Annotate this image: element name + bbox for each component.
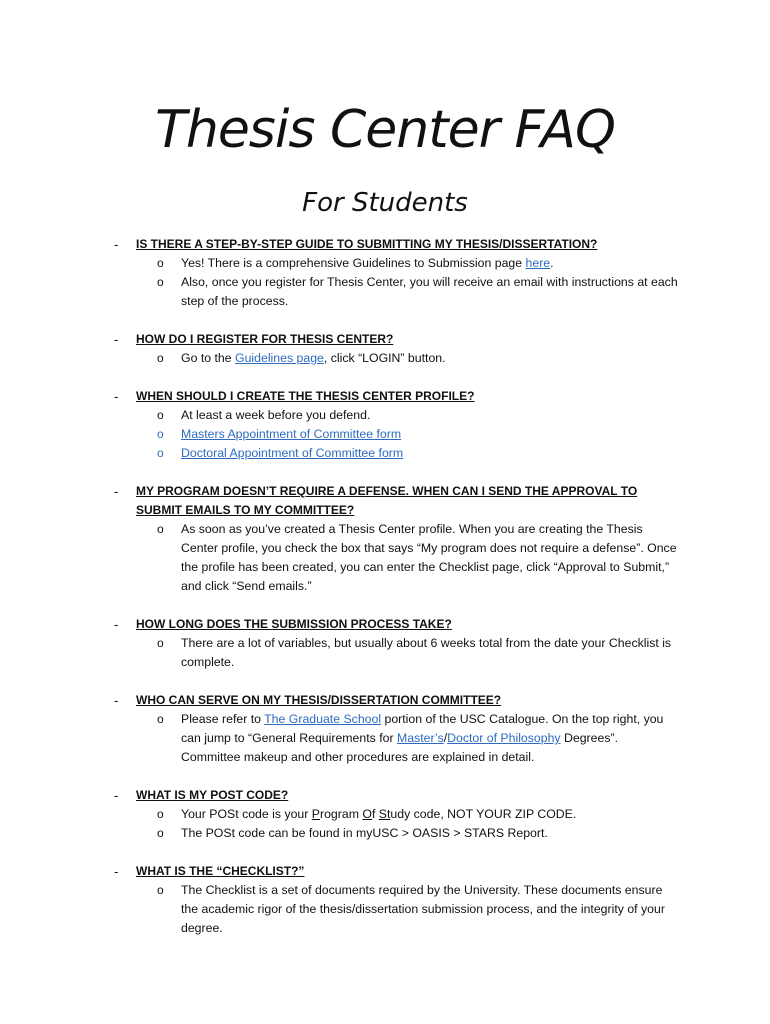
- faq-item: [0, 482, 770, 596]
- faq-item: [0, 786, 770, 843]
- faq-item: [0, 691, 770, 767]
- answer-list: [0, 406, 770, 463]
- answer-text: As soon as you’ve created a Thesis Center profile. When you are creating the Thesis Center profile, you check the box that says “My program does not require a defense”. Once the profile has been created, you can enter the Checklist page, click “Approval to Submit,” and click “Send emails.”: [181, 522, 677, 593]
- faq-item: [0, 235, 770, 311]
- answer-text: /: [443, 731, 448, 745]
- bullet-marker: o: [157, 826, 164, 840]
- answer-text: Degrees”. Committee makeup and other procedures are explained in detail.: [181, 731, 618, 764]
- guidelines-here-link[interactable]: here: [525, 256, 551, 270]
- bullet-marker: o: [157, 427, 164, 441]
- page-title: Thesis Center FAQ: [155, 100, 615, 160]
- answer-item: [157, 710, 679, 767]
- answer-text: .: [550, 256, 554, 270]
- answer-text: There are a lot of variables, but usually about 6 weeks total from the date your Checklist is complete.: [181, 636, 672, 669]
- bullet-marker: o: [157, 522, 164, 536]
- list-dash: -: [114, 484, 119, 499]
- page-subtitle: For Students: [302, 188, 468, 218]
- list-dash: -: [114, 617, 119, 632]
- answer-text-underlined: P: [311, 807, 320, 821]
- guidelines-page-link[interactable]: Guidelines page: [235, 351, 324, 365]
- faq-question: HOW LONG DOES THE SUBMISSION PROCESS TAKE?: [136, 617, 452, 631]
- bullet-marker: o: [157, 883, 164, 897]
- bullet-marker: o: [157, 408, 164, 422]
- list-dash: -: [114, 864, 119, 879]
- answer-list: [0, 634, 770, 672]
- list-dash: -: [114, 389, 119, 404]
- faq-item: [0, 387, 770, 463]
- faq-question: IS THERE A STEP-BY-STEP GUIDE TO SUBMITTING MY THESIS/DISSERTATION?: [136, 237, 598, 251]
- answer-item: [157, 520, 679, 596]
- answer-text: The POSt code can be found in myUSC > OASIS > STARS Report.: [181, 826, 548, 840]
- answer-text-underlined: O: [362, 807, 372, 821]
- faq-question: WHO CAN SERVE ON MY THESIS/DISSERTATION COMMITTEE?: [136, 693, 502, 707]
- answer-text: At least a week before you defend.: [181, 408, 371, 422]
- answer-list: [0, 349, 770, 368]
- answer-text: Go to the: [181, 351, 236, 365]
- answer-list: [0, 805, 770, 843]
- answer-list: [0, 710, 770, 767]
- answer-list: [0, 881, 770, 938]
- answer-text: Yes! There is a comprehensive Guidelines to Submission page: [181, 256, 526, 270]
- answer-item: [157, 634, 679, 672]
- bullet-marker: o: [157, 446, 164, 460]
- bullet-marker: o: [157, 275, 164, 289]
- bullet-marker: o: [157, 351, 164, 365]
- answer-text: Your POSt code is your: [181, 807, 312, 821]
- answer-item: [157, 406, 679, 425]
- faq-question: WHEN SHOULD I CREATE THE THESIS CENTER PROFILE?: [136, 389, 475, 403]
- answer-item: [157, 824, 679, 843]
- doctor-of-philosophy-link[interactable]: Doctor of Philosophy: [447, 731, 561, 745]
- answer-text: rogram: [319, 807, 363, 821]
- answer-item: [157, 254, 679, 273]
- answer-item: [157, 349, 679, 368]
- faq-question: MY PROGRAM DOESN’T REQUIRE A DEFENSE. WHEN CAN I SEND THE APPROVAL TO SUBMIT EMAILS TO MY COMMITTEE?: [136, 484, 638, 517]
- faq-question: WHAT IS THE “CHECKLIST?”: [136, 864, 305, 878]
- list-dash: -: [114, 237, 119, 252]
- answer-list: [0, 520, 770, 596]
- answer-text: udy code, NOT YOUR ZIP CODE.: [390, 807, 577, 821]
- answer-item: [157, 805, 679, 824]
- answer-text: Please refer to: [181, 712, 265, 726]
- faq-question: WHAT IS MY POST CODE?: [136, 788, 289, 802]
- list-dash: -: [114, 332, 119, 347]
- answer-text: , click “LOGIN” button.: [323, 351, 446, 365]
- bullet-marker: o: [157, 807, 164, 821]
- answer-item: [157, 444, 679, 463]
- answer-item: [157, 881, 679, 938]
- masters-committee-form-link[interactable]: Masters Appointment of Committee form: [181, 427, 402, 441]
- answer-text: f: [371, 807, 379, 821]
- answer-text: portion of the USC Catalogue. On the top right, you can jump to “General Requirements for: [181, 712, 664, 745]
- faq-item: [0, 615, 770, 672]
- answer-text: Also, once you register for Thesis Center, you will receive an email with instructions at each step of the process.: [181, 275, 678, 308]
- graduate-school-link[interactable]: The Graduate School: [264, 712, 382, 726]
- doctoral-committee-form-link[interactable]: Doctoral Appointment of Committee form: [181, 446, 404, 460]
- answer-text-underlined: St: [378, 807, 391, 821]
- faq-item: [0, 330, 770, 368]
- answer-item: [157, 273, 679, 311]
- bullet-marker: o: [157, 636, 164, 650]
- list-dash: -: [114, 693, 119, 708]
- answer-item: [157, 425, 679, 444]
- masters-link[interactable]: Master’s: [396, 731, 444, 745]
- answer-list: [0, 254, 770, 311]
- faq-question: HOW DO I REGISTER FOR THESIS CENTER?: [136, 332, 394, 346]
- answer-text: The Checklist is a set of documents required by the University. These documents ensure the academic rigor of the thesis/dissertation submission process, and the integrity of your degree.: [181, 883, 665, 935]
- bullet-marker: o: [157, 256, 164, 270]
- bullet-marker: o: [157, 712, 164, 726]
- faq-list: [0, 235, 770, 957]
- list-dash: -: [114, 788, 119, 803]
- faq-item: [0, 862, 770, 938]
